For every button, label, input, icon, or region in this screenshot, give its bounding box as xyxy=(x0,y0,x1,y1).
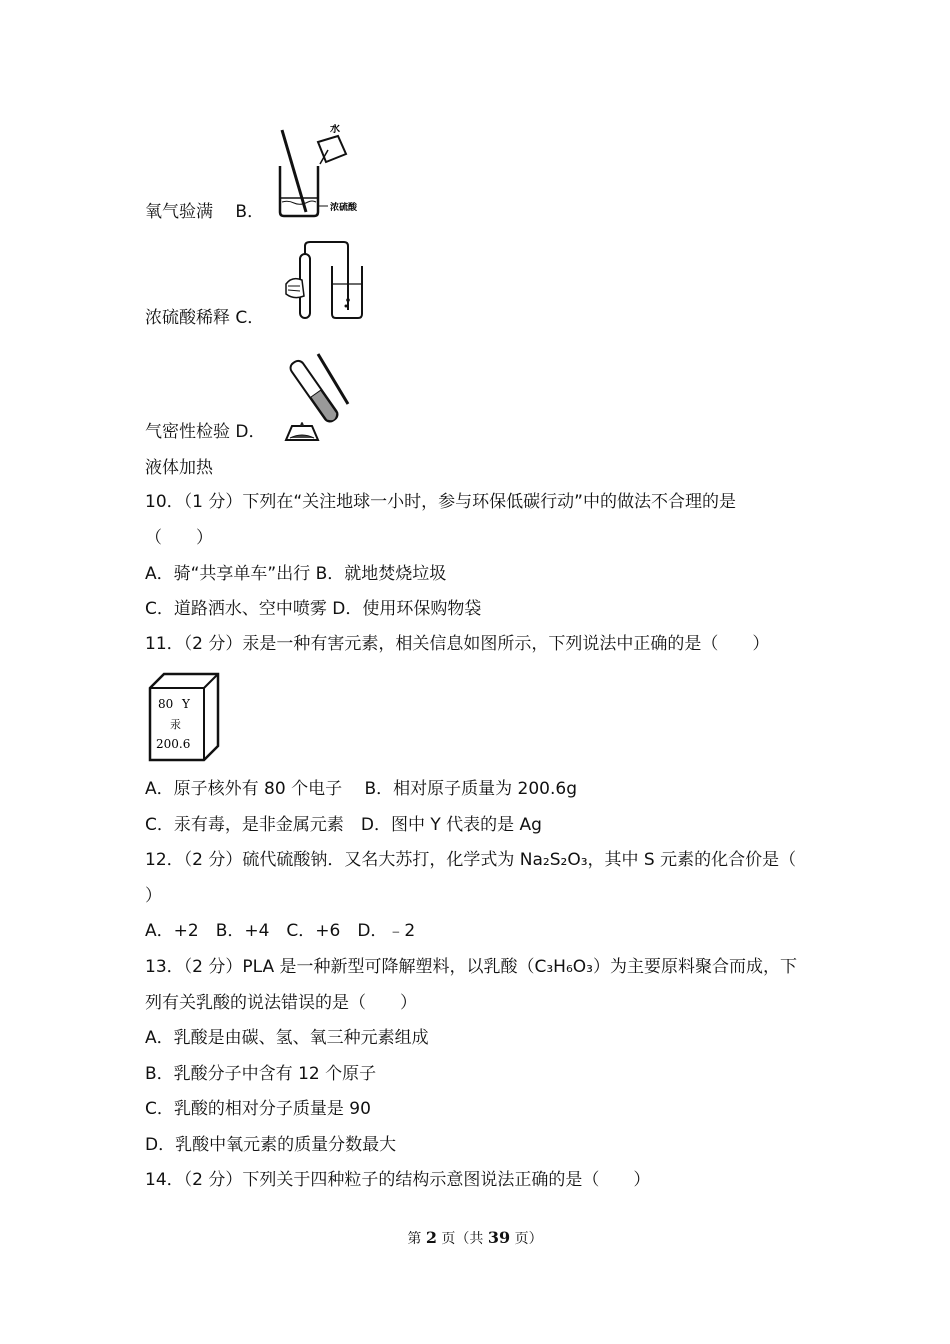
q12-stem-post: ，其中 S 元素的化合价是（ xyxy=(587,850,797,870)
label-acid: 浓硫酸 xyxy=(330,203,358,213)
q13-stem xyxy=(145,955,797,979)
q10-stem-paren: （ ） xyxy=(145,528,213,548)
label-water: 水 xyxy=(330,124,340,135)
q9-row-a: 氧气验满 B． xyxy=(145,202,265,222)
q12-stem xyxy=(145,848,796,872)
q12-stem-paren: ） xyxy=(145,886,162,906)
q9-row-c: 气密性检验 D． xyxy=(145,422,266,442)
q12-options: A．+2 B．+4 C．+6 D．﹣2 xyxy=(145,921,416,941)
q11-stem: 11．（2 分）汞是一种有害元素，相关信息如图所示，下列说法中正确的是（ ） xyxy=(145,634,770,654)
q13-stem-pre: 13．（2 分）PLA 是一种新型可降解塑料，以乳酸（ xyxy=(145,957,535,977)
footer-suffix: 页） xyxy=(510,1231,543,1247)
q13-option-a: A．乳酸是由碳、氢、氧三种元素组成 xyxy=(145,1028,429,1048)
footer-total-pages: 39 xyxy=(487,1228,511,1247)
q11-options-cd: C．汞有毒，是非金属元素 D．图中 Y 代表的是 Ag xyxy=(145,815,542,835)
q10-stem: 10．（1 分）下列在“关注地球一小时，参与环保低碳行动”中的做法不合理的是 xyxy=(145,492,736,512)
q13-option-d: D．乳酸中氧元素的质量分数最大 xyxy=(145,1135,397,1155)
figure-airtightness xyxy=(282,240,366,322)
page-footer xyxy=(0,1228,950,1248)
figure-liquid-heating xyxy=(280,348,354,444)
q13-formula: C₃H₆O₃ xyxy=(534,957,593,977)
q9-row-b: 浓硫酸稀释 C． xyxy=(145,308,265,328)
q11-options-ab: A．原子核外有 80 个电子 B．相对原子质量为 200.6g xyxy=(145,779,577,799)
q13-stem-post: ）为主要原料聚合而成，下 xyxy=(592,957,797,977)
q12-formula: Na₂S₂O₃ xyxy=(519,850,588,870)
element-box-figure xyxy=(146,670,222,764)
footer-page-number: 2 xyxy=(425,1228,437,1247)
element-mass: 200.6 xyxy=(156,737,191,751)
q13-option-c: C．乳酸的相对分子质量是 90 xyxy=(145,1099,371,1119)
footer-middle: 页（共 xyxy=(436,1231,488,1247)
q10-options-ab: A．骑“共享单车”出行 B．就地焚烧垃圾 xyxy=(145,564,447,584)
q9-row-d: 液体加热 xyxy=(145,458,213,478)
q12-stem-pre: 12．（2 分）硫代硫酸钠．又名大苏打，化学式为 xyxy=(145,850,520,870)
q10-options-cd: C．道路洒水、空中喷雾 D．使用环保购物袋 xyxy=(145,599,482,619)
element-name: 汞 xyxy=(170,718,181,731)
footer-prefix: 第 xyxy=(407,1231,426,1247)
q13-stem-cont: 列有关乳酸的说法错误的是（ ） xyxy=(145,993,417,1013)
element-symbol: Y xyxy=(182,697,190,711)
q13-option-b: B．乳酸分子中含有 12 个原子 xyxy=(145,1064,377,1084)
element-number: 80 xyxy=(158,697,174,711)
q14-stem: 14．（2 分）下列关于四种粒子的结构示意图说法正确的是（ ） xyxy=(145,1170,651,1190)
figure-acid-dilution xyxy=(268,124,364,220)
